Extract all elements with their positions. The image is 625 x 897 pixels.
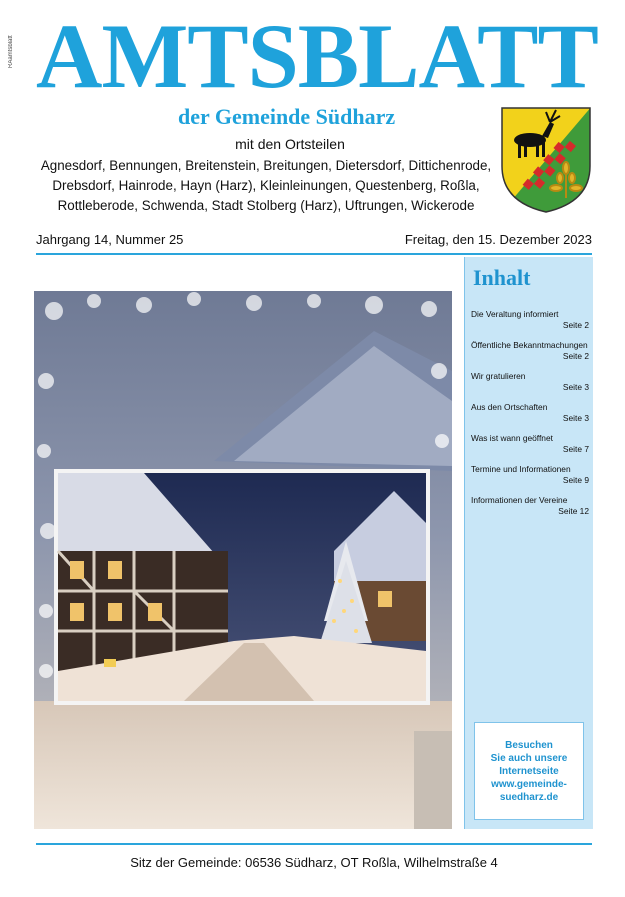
toc-item[interactable] xyxy=(471,402,589,424)
bottom-divider xyxy=(36,843,592,845)
promo-line: Sie auch unsere xyxy=(490,752,568,764)
website-promo-box[interactable] xyxy=(474,722,584,820)
toc-item[interactable] xyxy=(471,340,589,362)
toc-item-page: Seite 2 xyxy=(562,320,589,330)
promo-line: Besuchen xyxy=(505,739,553,751)
toc-item-page: Seite 3 xyxy=(562,413,589,423)
toc-item-title: Informationen der Vereine xyxy=(471,495,568,505)
date-line: Freitag, den 15. Dezember 2023 xyxy=(404,232,592,247)
side-code: RAamtsblatt xyxy=(8,35,14,68)
toc-item-page: Seite 7 xyxy=(562,444,589,454)
toc-item-title: Termine und Informationen xyxy=(471,464,571,474)
top-divider xyxy=(36,253,592,255)
toc-item[interactable] xyxy=(471,495,589,517)
ortsteile-line: Rottleberode, Schwenda, Stadt Stolberg (Harz), Uftrungen, Wickerode xyxy=(57,198,475,213)
toc-heading: Inhalt xyxy=(473,265,531,290)
toc-item[interactable] xyxy=(471,371,589,393)
promo-line: Internetseite xyxy=(499,765,559,777)
masthead-title: AMTSBLATT xyxy=(36,5,598,107)
promo-link[interactable]: suedharz.de xyxy=(499,791,559,803)
ortsteile-line: Agnesdorf, Bennungen, Breitenstein, Breitungen, Dietersdorf, Dittichenrode, xyxy=(40,158,492,173)
toc-item-title: Die Veraltung informiert xyxy=(471,309,559,319)
toc-item-title: Aus den Ortschaften xyxy=(471,402,548,412)
toc-item-title: Was ist wann geöffnet xyxy=(471,433,553,443)
masthead-subtitle: der Gemeinde Südharz xyxy=(178,104,396,129)
toc-item-page: Seite 12 xyxy=(558,506,589,516)
toc-item-title: Wir gratulieren xyxy=(471,371,526,381)
toc-item[interactable] xyxy=(471,464,589,486)
toc-item-page: Seite 3 xyxy=(562,382,589,392)
issue-line: Jahrgang 14, Nummer 25 xyxy=(36,232,184,247)
toc-item[interactable] xyxy=(471,433,589,455)
toc-list xyxy=(471,309,589,526)
footer-address: Sitz der Gemeinde: 06536 Südharz, OT Roßla, Wilhelmstraße 4 xyxy=(130,855,498,870)
promo-link[interactable]: www.gemeinde- xyxy=(491,778,567,790)
coat-of-arms-icon xyxy=(500,106,592,214)
ortsteile-line: Drebsdorf, Hainrode, Hayn (Harz), Kleinleinungen, Questenberg, Roßla, xyxy=(52,178,480,193)
toc-item-title: Öffentliche Bekanntmachungen xyxy=(471,340,588,350)
toc-item-page: Seite 2 xyxy=(562,351,589,361)
ortsteile-list xyxy=(36,156,496,216)
winter-village-photo xyxy=(34,291,452,829)
toc-item-page: Seite 9 xyxy=(562,475,589,485)
toc-item[interactable] xyxy=(471,309,589,331)
ortsteile-heading: mit den Ortsteilen xyxy=(235,136,345,152)
